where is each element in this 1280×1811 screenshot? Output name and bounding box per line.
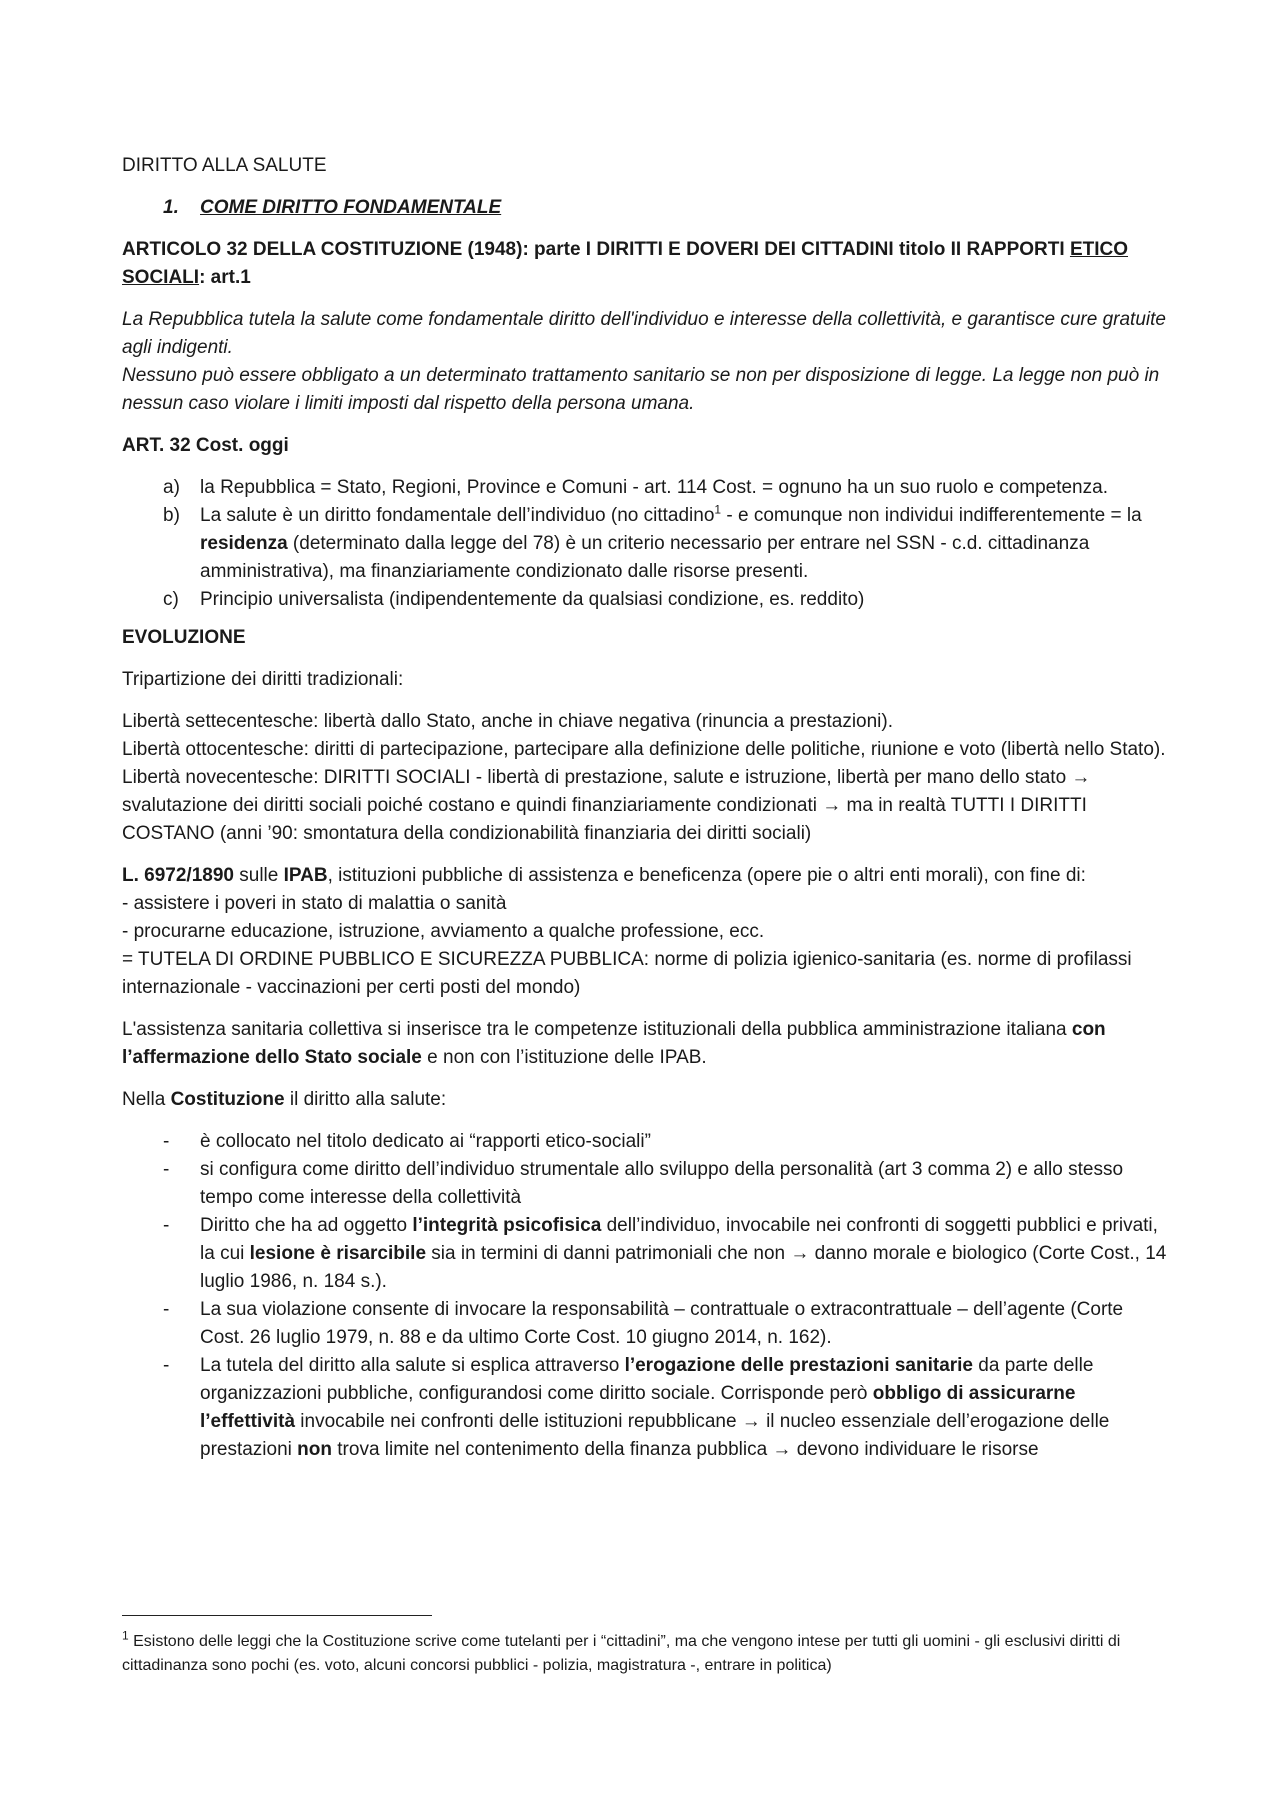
list-item-text: - e comunque non individui indifferentemente = la: [721, 505, 1142, 526]
quote-paragraph-2: Nessuno può essere obbligato a un determinato trattamento sanitario se non per disposizione di legge. La legge non può in nessun caso violare i limiti imposti dal rispetto della persona umana.: [122, 365, 1160, 414]
evoluzione-intro: Tripartizione dei diritti tradizionali:: [122, 669, 404, 690]
bold-text: l’integrità psicofisica: [412, 1215, 602, 1236]
footnote-reference[interactable]: 1: [714, 502, 722, 517]
article-quote: [122, 306, 1172, 418]
article-heading: [122, 236, 1172, 292]
ipab-paragraph: [122, 862, 1172, 1002]
liberta-novecentesche: Libertà novecentesche: DIRITTI SOCIALI - libertà di prestazione, salute e istruzione, libertà per mano dello stato → svalutazione dei diritti sociali poiché costano e quindi finanziariamente condizionati → ma in realtà TUTTI I DIRITTI COSTANO (anni ’90: smontatura della condizionabilità finanziaria dei diritti sociali): [122, 767, 1091, 844]
list-marker: -: [163, 1131, 170, 1152]
footnote-separator: [122, 1615, 432, 1616]
costituzione-text: il diritto alla salute:: [284, 1089, 447, 1110]
costituzione-intro: [122, 1086, 1172, 1114]
section-heading: [163, 194, 1172, 222]
list-marker: a): [163, 477, 180, 498]
footnote-text: Esistono delle leggi che la Costituzione scrive come tutelanti per i “cittadini”, ma che vengono intese per tutti gli uomini - gli esclusivi diritti di cittadinanza sono pochi (es. voto, alcuni concorsi pubblici - polizia, magistratura -, entrare in politica): [122, 1633, 1121, 1674]
list-item: [122, 1352, 1172, 1464]
bold-text: con l’affermazione dello Stato sociale: [122, 1019, 1106, 1068]
ipab-text: , istituzioni pubbliche di assistenza e beneficenza (opere pie o altri enti morali), con fine di:: [327, 865, 1086, 886]
list-marker: -: [163, 1355, 170, 1376]
list-marker: b): [163, 505, 180, 526]
art32-oggi-list: [122, 474, 1172, 614]
list-item: [122, 1156, 1172, 1212]
list-item-text: è collocato nel titolo dedicato ai “rapporti etico-sociali”: [200, 1131, 651, 1152]
article-heading-text: ARTICOLO 32 DELLA COSTITUZIONE (1948): parte I DIRITTI E DOVERI DEI CITTADINI titolo II RAPPORTI: [122, 239, 1070, 260]
list-item: [122, 1128, 1172, 1156]
ipab-text: sulle: [233, 865, 284, 886]
document-page: [122, 152, 1172, 1474]
ipab-item-2: - procurarne educazione, istruzione, avviamento a qualche professione, ecc.: [122, 921, 765, 942]
list-marker: -: [163, 1215, 170, 1236]
list-item-text: sia in termini di danni patrimoniali che non → danno morale e biologico (Corte Cost., 14 luglio 1986, n. 184 s.).: [200, 1243, 1167, 1292]
bold-text: non: [297, 1439, 332, 1460]
list-item: [122, 474, 1172, 502]
list-item-text: dell’individuo, invocabile nei confronti di soggetti pubblici e privati, la cui: [200, 1215, 1158, 1264]
article-heading-suffix: : art.1: [199, 267, 251, 288]
assistenza-text: e non con l’istituzione delle IPAB.: [421, 1047, 707, 1068]
article-heading-underlined: ETICO SOCIALI: [122, 239, 1129, 288]
costituzione-list: [122, 1128, 1172, 1464]
list-item: [122, 1212, 1172, 1296]
list-item-text: La salute è un diritto fondamentale dell’individuo (no cittadino: [200, 505, 715, 526]
list-item-text: Principio universalista (indipendentemente da qualsiasi condizione, es. reddito): [200, 589, 865, 610]
bold-text: residenza: [200, 533, 288, 554]
list-item-text: da parte delle organizzazioni pubbliche, configurandosi come diritto sociale. Corrisponde però: [200, 1355, 1094, 1404]
list-item: [122, 1296, 1172, 1352]
list-item-text: La tutela del diritto alla salute si esplica attraverso: [200, 1355, 625, 1376]
liberta-ottocentesche: Libertà ottocentesche: diritti di partecipazione, partecipare alla definizione delle politiche, riunione e voto (libertà nello Stato).: [122, 739, 1166, 760]
list-marker: -: [163, 1159, 170, 1180]
evoluzione-heading: EVOLUZIONE: [122, 627, 246, 648]
list-item-text: si configura come diritto dell’individuo strumentale allo sviluppo della personalità (art 3 comma 2) e allo stesso tempo come interesse della collettività: [200, 1159, 1124, 1208]
assistenza-text: L'assistenza sanitaria collettiva si inserisce tra le competenze istituzionali della pubblica amministrazione italiana: [122, 1019, 1072, 1040]
list-item-text: trova limite nel contenimento della finanza pubblica → devono individuare le risorse: [332, 1439, 1039, 1460]
ipab-item-3: = TUTELA DI ORDINE PUBBLICO E SICUREZZA PUBBLICA: norme di polizia igienico-sanitaria (es. norme di profilassi internazionale - vaccinazioni per certi posti del mondo): [122, 949, 1132, 998]
law-reference: L. 6972/1890: [122, 865, 234, 886]
art32-oggi-heading: ART. 32 Cost. oggi: [122, 435, 289, 456]
list-item-text: invocabile nei confronti delle istituzioni repubblicane → il nucleo essenziale dell’erogazione delle prestazioni: [200, 1411, 1110, 1460]
costituzione-text: Nella: [122, 1089, 171, 1110]
list-marker: -: [163, 1299, 170, 1320]
assistenza-paragraph: [122, 1016, 1172, 1072]
ipab-item-1: - assistere i poveri in stato di malattia o sanità: [122, 893, 507, 914]
section-number: 1.: [163, 197, 179, 218]
list-item-text: la Repubblica = Stato, Regioni, Province e Comuni - art. 114 Cost. = ognuno ha un suo ruolo e competenza.: [200, 477, 1108, 498]
list-item-text: La sua violazione consente di invocare la responsabilità – contrattuale o extracontrattuale – dell’agente (Corte Cost. 26 luglio 1979, n. 88 e da ultimo Corte Cost. 10 giugno 2014, n. 162).: [200, 1299, 1124, 1348]
list-item: [122, 502, 1172, 586]
list-item-text: (determinato dalla legge del 78) è un criterio necessario per entrare nel SSN - c.d. cittadinanza amministrativa), ma finanziariamente condizionato dalle risorse presenti.: [200, 533, 1090, 582]
liberta-paragraph: [122, 708, 1172, 848]
list-item: [122, 586, 1172, 614]
ipab-term: IPAB: [283, 865, 328, 886]
bold-text: l’erogazione delle prestazioni sanitarie: [624, 1355, 974, 1376]
quote-paragraph-1: La Repubblica tutela la salute come fondamentale diritto dell'individuo e interesse della collettività, e garantisce cure gratuite agli indigenti.: [122, 309, 1166, 358]
bold-text: Costituzione: [170, 1089, 285, 1110]
footnote: [122, 1630, 1172, 1678]
liberta-settecentesche: Libertà settecentesche: libertà dallo Stato, anche in chiave negativa (rinuncia a prestazioni).: [122, 711, 894, 732]
list-item-text: Diritto che ha ad oggetto: [200, 1215, 413, 1236]
document-title: DIRITTO ALLA SALUTE: [122, 155, 327, 176]
section-label: COME DIRITTO FONDAMENTALE: [200, 197, 502, 218]
footnote-number: 1: [122, 1628, 129, 1643]
bold-text: obbligo di assicurarne l’effettività: [200, 1383, 1076, 1432]
bold-text: lesione è risarcibile: [249, 1243, 427, 1264]
list-marker: c): [163, 589, 179, 610]
ipab-intro: [122, 862, 1172, 890]
